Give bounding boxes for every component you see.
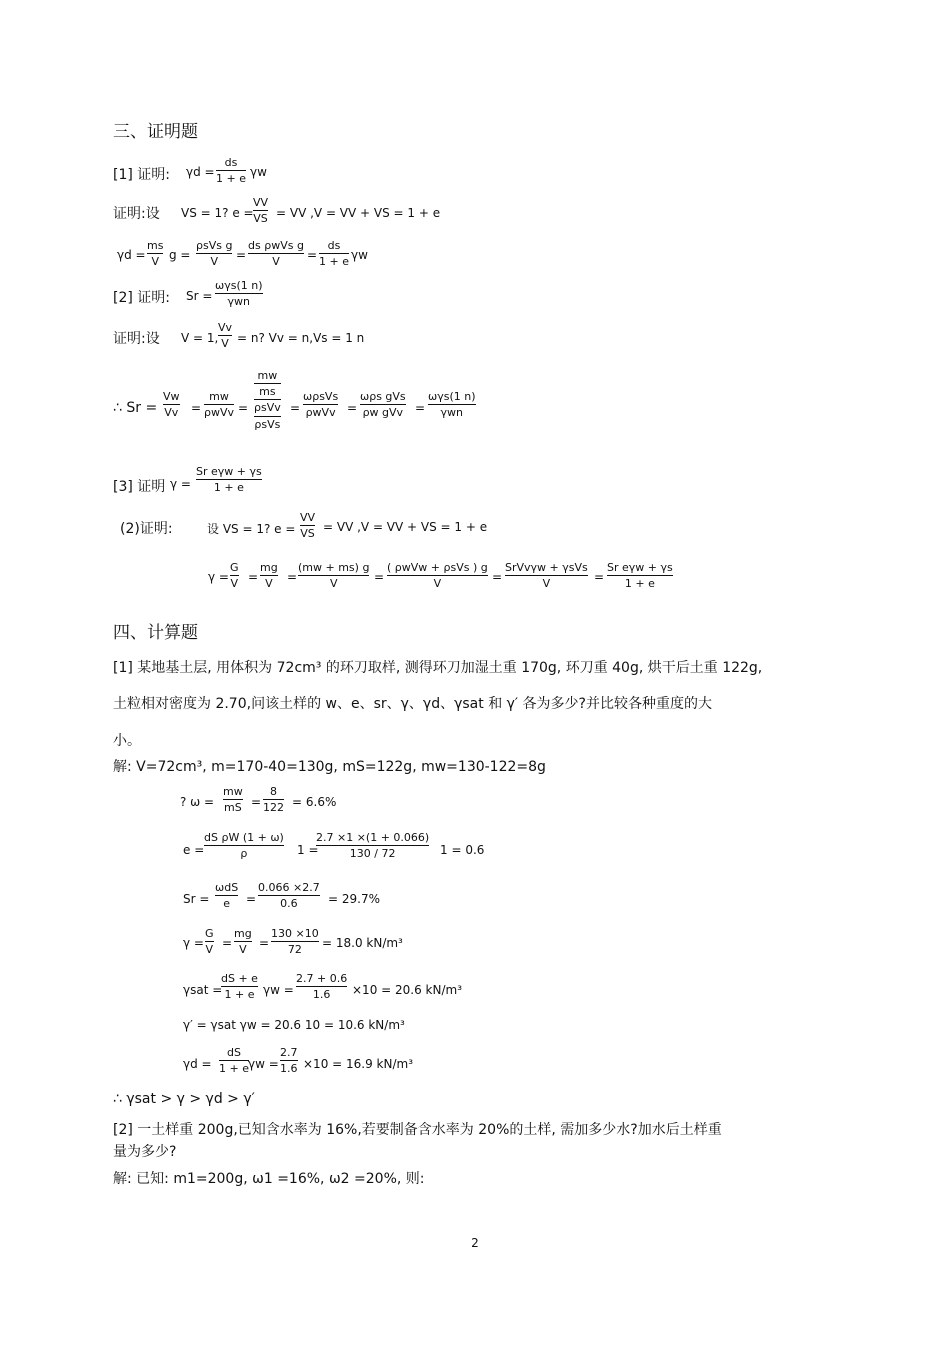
formula-text: = [415, 401, 426, 415]
proof-text: 证明:设 [113, 206, 160, 222]
denominator: V [205, 943, 214, 957]
fraction [263, 785, 284, 814]
proof-label: (2)证明: [120, 521, 173, 537]
formula-text: γd = [117, 248, 146, 262]
fraction [260, 561, 278, 590]
formula-text: e = [183, 843, 205, 857]
formula-text: Sr = [183, 892, 210, 906]
formula-text: g = [169, 248, 191, 262]
fraction [607, 561, 673, 590]
numerator: ωγs(1 n) [215, 279, 263, 292]
fraction [300, 511, 315, 540]
fraction [163, 390, 180, 419]
fraction [196, 465, 262, 494]
numerator: 2.7 [280, 1046, 298, 1059]
formula-text: = [307, 248, 318, 262]
denominator: 122 [263, 801, 284, 815]
denominator: V [221, 337, 229, 351]
fraction [505, 561, 588, 590]
numerator: G [230, 561, 239, 574]
formula-text: = [251, 795, 262, 809]
formula-text: 设 VS = 1? e = [207, 522, 296, 536]
numerator: ωdS [215, 881, 239, 894]
formula-text: = [246, 892, 257, 906]
formula-text: ? ω = [180, 795, 215, 809]
problem-text: [1] 某地基土层, 用体积为 72cm³ 的环刀取样, 测得环刀加湿土重 170g, 环刀重 40g, 烘干后土重 122g, [113, 660, 763, 676]
formula-text: ∴ Sr = [113, 400, 158, 416]
formula-text: γ = [170, 477, 191, 491]
numerator: dS [227, 1046, 241, 1059]
formula-text: V = 1, [181, 331, 219, 345]
denominator: mS [224, 801, 242, 815]
numerator: ωρsVs [303, 390, 339, 403]
numerator: 130 ×10 [271, 927, 319, 940]
fraction [319, 239, 349, 268]
denominator: ρsVv [254, 401, 281, 415]
denominator: 1.6 [280, 1062, 298, 1076]
problem-text: [2] 一土样重 200g,已知含水率为 16%,若要制备含水率为 20%的土样, 需加多少水?加水后土样重 [113, 1122, 722, 1138]
formula-text: γw = [263, 983, 294, 997]
formula-text: γd = [186, 165, 215, 179]
numerator: SrVvγw + γsVs [505, 561, 588, 574]
formula-text: = 29.7% [328, 892, 380, 906]
fraction [196, 239, 232, 268]
compound-fraction [254, 369, 281, 431]
denominator: V [272, 255, 280, 269]
problem-text: 土粒相对密度为 2.70,问该土样的 w、e、sr、γ、γd、γsat 和 γ′ 各为多少?并比较各种重度的大 [113, 696, 712, 712]
denominator: 1 + e [624, 577, 655, 591]
denominator: V [151, 255, 159, 269]
fraction [215, 279, 263, 308]
proof-label: [2] 证明: [113, 290, 170, 306]
numerator: VV [253, 196, 269, 209]
numerator: dS + e [221, 972, 258, 985]
formula-text: = [594, 570, 605, 584]
denominator: 1 + e [319, 255, 349, 269]
denominator: 1.6 [312, 988, 331, 1002]
formula-text: γw [351, 248, 368, 262]
solution-text: 解: V=72cm³, m=170-40=130g, mS=122g, mw=130-122=8g [113, 759, 546, 775]
formula-text: γsat = [183, 983, 223, 997]
fraction [230, 561, 239, 590]
denominator: 1 + e [216, 172, 246, 186]
formula-text: VS = 1? e = [181, 206, 254, 220]
numerator: ωρs gVs [360, 390, 406, 403]
formula-text: 1 = [297, 843, 319, 857]
formula-text: γ′ = γsat γw = 20.6 10 = 10.6 kN/m³ [183, 1018, 405, 1032]
numerator: VV [300, 511, 316, 524]
fraction [258, 881, 320, 910]
denominator: VS [253, 212, 268, 226]
numerator: ρsVs g [196, 239, 233, 252]
denominator: VS [300, 527, 315, 541]
proof-label: [1] 证明: [113, 167, 170, 183]
fraction [298, 561, 369, 590]
formula-text: = [347, 401, 358, 415]
denominator: ρwVv [305, 406, 336, 420]
denominator: e [223, 897, 230, 911]
fraction [223, 785, 243, 814]
numerator: mw [257, 369, 278, 382]
formula-text: = [236, 248, 247, 262]
fraction [215, 881, 238, 910]
numerator: ms [259, 385, 276, 399]
denominator: 1 + e [213, 481, 244, 495]
formula-text: = [290, 401, 301, 415]
formula-text: γ = [208, 570, 229, 584]
denominator: 72 [287, 943, 302, 957]
numerator: Vv [218, 321, 233, 334]
denominator: 0.6 [280, 897, 298, 911]
formula-text: = VV ,V = VV + VS = 1 + e [276, 206, 441, 220]
fraction [204, 390, 234, 419]
formula-text: = VV ,V = VV + VS = 1 + e [323, 520, 488, 534]
denominator: 1 + e [224, 988, 255, 1002]
numerator: mg [234, 927, 252, 940]
denominator: V [239, 943, 247, 957]
fraction [221, 972, 258, 1001]
formula-text: γw = [248, 1057, 279, 1071]
denominator: V [433, 577, 442, 591]
fraction [248, 239, 304, 268]
section-title: 四、计算题 [113, 623, 198, 643]
denominator: V [230, 577, 239, 591]
formula-text: = 6.6% [292, 795, 337, 809]
fraction [147, 239, 163, 268]
numerator: Sr eγw + γs [607, 561, 673, 574]
numerator: Sr eγw + γs [196, 465, 262, 478]
formula-text: = [222, 936, 233, 950]
numerator: ( ρwVw + ρsVs ) g [387, 561, 488, 574]
formula-text: = [191, 401, 202, 415]
numerator: dS ρW (1 + ω) [204, 831, 284, 844]
numerator: ωγs(1 n) [428, 390, 476, 403]
formula-text: = [238, 401, 249, 415]
denominator: 130 / 72 [349, 847, 396, 861]
denominator: V [542, 577, 551, 591]
formula-text: ×10 = 20.6 kN/m³ [352, 983, 463, 997]
fraction [280, 1046, 298, 1075]
proof-label: [3] 证明 [113, 479, 166, 495]
formula-text: = [259, 936, 270, 950]
formula-text: = [287, 570, 298, 584]
formula-text: γw [250, 165, 267, 179]
numerator: mg [260, 561, 278, 574]
fraction [296, 972, 347, 1001]
denominator: γwn [440, 406, 463, 420]
numerator: ds ρwVs g [248, 239, 304, 252]
formula-text: = 18.0 kN/m³ [322, 936, 403, 950]
problem-text: 量为多少? [113, 1144, 177, 1160]
numerator: 2.7 ×1 ×(1 + 0.066) [316, 831, 430, 844]
numerator: mw [223, 785, 243, 798]
numerator: Vw [163, 390, 180, 403]
denominator: ρw gVv [362, 406, 404, 420]
denominator: ρ [240, 847, 248, 861]
proof-text: 证明:设 [113, 331, 160, 347]
fraction [218, 321, 232, 350]
numerator: 0.066 ×2.7 [258, 881, 320, 894]
numerator: ms [147, 239, 164, 252]
numerator: ds [327, 239, 341, 252]
formula-text: γd = [183, 1057, 212, 1071]
fraction [234, 927, 252, 956]
denominator: V [265, 577, 273, 591]
fraction [205, 927, 214, 956]
fraction [360, 390, 406, 419]
formula-text: Sr = [186, 289, 213, 303]
denominator: V [329, 577, 338, 591]
formula-text: ×10 = 16.9 kN/m³ [303, 1057, 414, 1071]
formula-text: = [248, 570, 259, 584]
denominator: ρwVv [204, 406, 235, 420]
fraction [303, 390, 338, 419]
numerator: 8 [270, 785, 277, 798]
fraction [271, 927, 319, 956]
numerator: G [205, 927, 214, 940]
denominator: Vv [164, 406, 179, 420]
numerator: ds [224, 156, 238, 169]
fraction [387, 561, 488, 590]
formula-text: = [374, 570, 385, 584]
numerator: (mw + ms) g [298, 561, 370, 574]
solution-text: 解: 已知: m1=200g, ω1 =16%, ω2 =20%, 则: [113, 1171, 425, 1187]
numerator: mw [209, 390, 229, 403]
denominator: ρsVs [254, 417, 281, 431]
fraction [253, 196, 268, 225]
denominator: γwn [227, 295, 250, 309]
formula-text: = n? Vv = n,Vs = 1 n [237, 331, 365, 345]
denominator: 1 + e [219, 1062, 249, 1076]
fraction [316, 831, 429, 860]
denominator: V [210, 255, 218, 269]
problem-text: 小。 [113, 733, 141, 749]
formula-text: 1 = 0.6 [440, 843, 485, 857]
section-title: 三、证明题 [113, 122, 198, 142]
fraction [428, 390, 476, 419]
formula-text: = [492, 570, 503, 584]
numerator: 2.7 + 0.6 [296, 972, 348, 985]
formula-text: γ = [183, 936, 204, 950]
page-number: 2 [471, 1236, 479, 1250]
fraction [204, 831, 284, 860]
comparison-text: ∴ γsat > γ > γd > γ′ [113, 1091, 255, 1107]
fraction [219, 1046, 249, 1075]
fraction [216, 156, 246, 185]
